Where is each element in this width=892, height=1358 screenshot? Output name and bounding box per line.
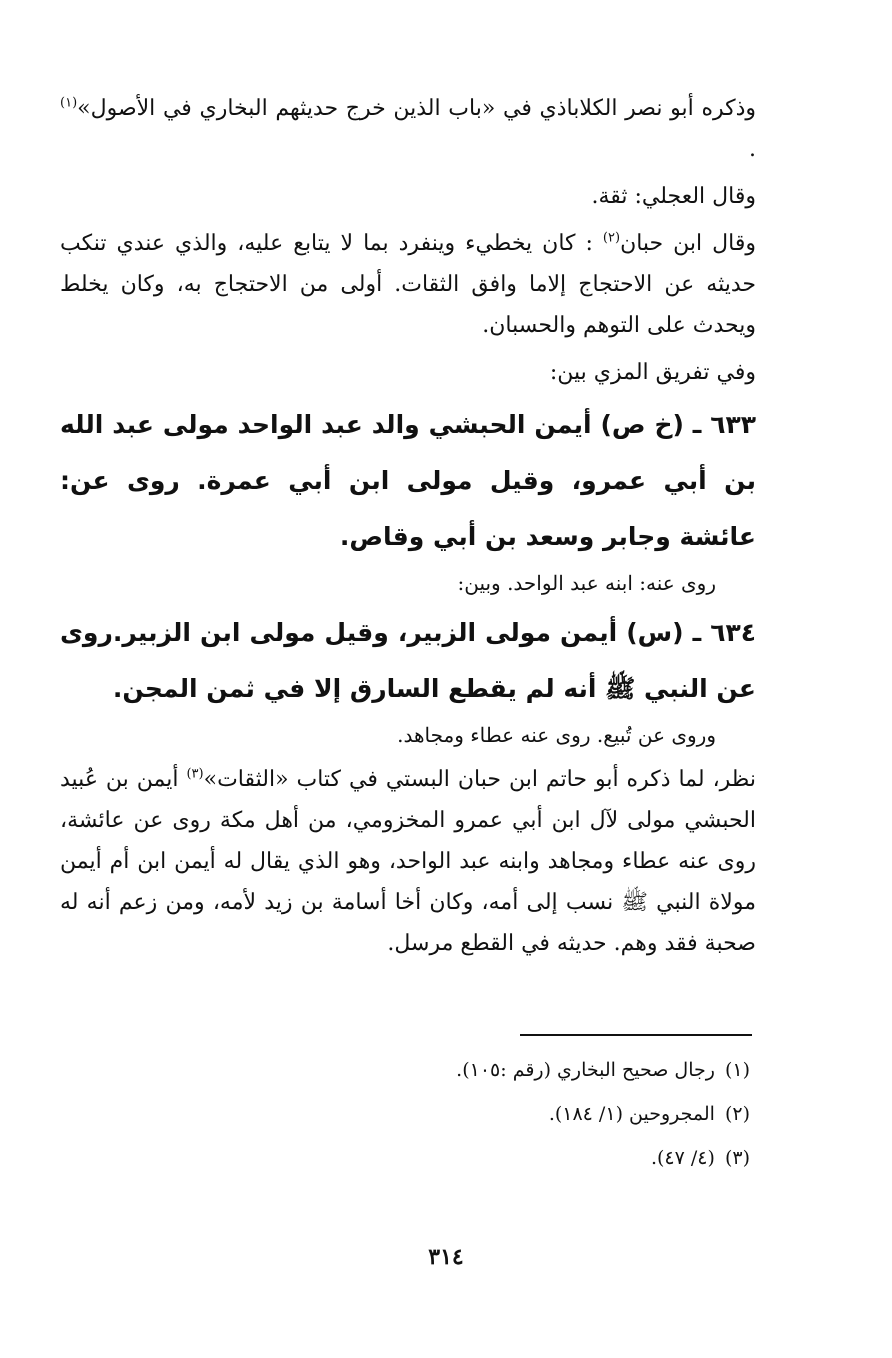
entry-634: ٦٣٤ ـ (س) أيمن مولى الزبير، وقيل مولى ابن الزبير.روى عن النبي ﷺ أنه لم يقطع السارق إلا في ثمن المجن.: [60, 618, 756, 703]
main-text: [60, 88, 756, 964]
paragraph-mizzi: وفي تفريق المزي بين:: [549, 360, 756, 385]
footnote-3: (٣)(٤/ ٤٧).: [650, 1147, 750, 1169]
footnote-2: (٢)المجروحين (١/ ١٨٤).: [548, 1103, 750, 1125]
footnote-separator: [520, 1034, 752, 1036]
footnote-ref-3[interactable]: (٣): [186, 766, 204, 782]
entry-633-narrators: روى عنه: ابنه عبد الواحد. وبين:: [457, 571, 716, 595]
paragraph-ibn-hibban: وقال ابن حبان$^{(٢)}$ : كان يخطيء وينفرد بما لا يتابع عليه، والذي عندي تنكب حديثه عن الاحتجاج إلاما وافق الثقات. أولى من الاحتجاج به، وكان يخلط ويحدث على التوهم والحسبان.: [60, 230, 756, 338]
paragraph-nazar: نظر، لما ذكره أبو حاتم ابن حبان البستي في كتاب «الثقات»$^{(٣)}$ أيمن بن عُبيد الحبشي مولى لآل ابن أبي عمرو المخزومي، من أهل مكة روى عن عائشة، روى عنه عطاء ومجاهد وابنه عبد الواحد، وهو الذي يقال له أيمن ابن أم أيمن مولاة النبي ﷺ نسب إلى أمه، وكان أخا أسامة بن زيد لأمه، ومن زعم أنه له صحبة فقد وهم. حديثه في القطع مرسل.: [60, 766, 756, 956]
footnote-ref-2[interactable]: (٢): [602, 230, 621, 246]
footnote-ref-1[interactable]: (١): [60, 95, 78, 111]
entry-633: ٦٣٣ ـ (خ ص) أيمن الحبشي والد عبد الواحد مولى عبد الله بن أبي عمرو، وقيل مولى ابن أبي عمرة. روى عن: عائشة وجابر وسعد بن أبي وقاص.: [60, 410, 756, 551]
page-number: ٣١٤: [428, 1244, 464, 1270]
paragraph-kalabadhi: وذكره أبو نصر الكلاباذي في «باب الذين خرج حديثهم البخاري في الأصول»$^{(١)}$ .: [60, 95, 756, 162]
entry-634-narrators: وروى عن تُبيع. روى عنه عطاء ومجاهد.: [397, 723, 716, 747]
footnote-1: (١)رجال صحيح البخاري (رقم :١٠٥).: [456, 1059, 750, 1081]
paragraph-ijli: وقال العجلي: ثقة.: [591, 184, 756, 209]
